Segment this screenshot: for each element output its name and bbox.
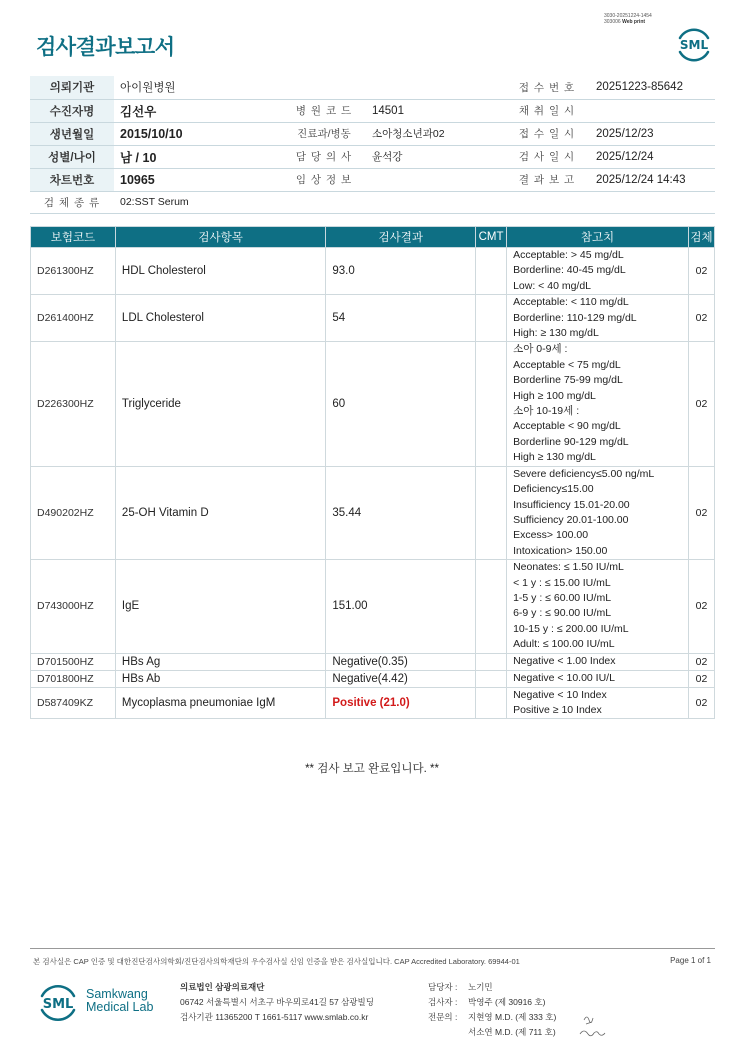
result-reference [507,670,689,687]
reference-line: < 1 y : ≤ 15.00 IU/mL [513,576,611,589]
result-cmt [476,248,507,295]
result-item: HBs Ab [115,670,325,687]
client-value: 아이원병원 [114,76,504,99]
print-code: 303006 [604,19,621,25]
reference-line: High: ≥ 130 mg/dL [513,327,599,340]
print-id: 3030-20251224-1454 [604,13,652,19]
reference-line: Severe deficiency≤5.00 ng/mL [513,467,655,480]
col-header-cmt: CMT [476,227,507,248]
completion-message: ** 검사 보고 완료입니다. ** [305,763,439,775]
reference-line: Borderline 75-99 mg/dL [513,374,623,387]
reference-line: Insufficiency 15.01-20.00 [513,498,630,511]
result-item: LDL Cholesterol [115,295,325,342]
result-item: IgE [115,560,325,653]
result-row [31,342,715,466]
result-code: D226300HZ [31,342,116,466]
sex-age-label: 성별/나이 [30,145,114,168]
result-value: 93.0 [326,248,476,295]
results-body [31,248,715,719]
staff-row [428,1025,556,1040]
lab-name-line1: Samkwang [86,987,148,1001]
col-header-code: 보험코드 [31,227,116,248]
reference-line: Borderline: 40-45 mg/dL [513,264,626,277]
staff-role: 검사자 : [428,997,458,1007]
result-item: HDL Cholesterol [115,248,325,295]
results-header-row [31,227,715,248]
org-name: 의료법인 삼광의료재단 [180,982,265,992]
result-cmt [476,342,507,466]
doctor-label: 담 당 의 사 [282,145,366,168]
reference-line: Negative < 1.00 Index [513,654,616,667]
result-code: D490202HZ [31,466,116,559]
reference-line: Acceptable < 75 mg/dL [513,358,621,371]
reference-line: Intoxication> 150.00 [513,544,608,557]
collect-date-label: 채 취 일 시 [504,99,590,122]
result-specimen: 02 [688,653,714,670]
result-reference [507,342,689,466]
result-specimen: 02 [688,466,714,559]
info-row [30,99,715,122]
reference-line: Positive ≥ 10 Index [513,703,602,716]
result-reference [507,295,689,342]
result-value: Negative(4.42) [326,670,476,687]
reference-line: 10-15 y : ≤ 200.00 IU/mL [513,622,629,635]
client-label: 의뢰기관 [30,76,114,99]
staff-name: 서소연 M.D. (제 711 호) [468,1027,556,1037]
result-cmt [476,466,507,559]
result-reference [507,687,689,719]
report-date-value: 2025/12/24 14:43 [590,168,715,191]
print-meta [604,13,652,25]
staff-row [428,995,556,1010]
patient-value: 김선우 [114,99,282,122]
reference-line: High ≥ 130 mg/dL [513,451,596,464]
org-address: 06742 서울특별시 서초구 바우뫼로41길 57 삼광빌딩 [180,997,374,1007]
result-reference [507,248,689,295]
reference-line: Sufficiency 20.01-100.00 [513,513,629,526]
dept-value: 소아청소년과02 [366,122,504,145]
result-reference [507,466,689,559]
reference-line: Excess> 100.00 [513,529,589,542]
result-item: Triglyceride [115,342,325,466]
signature-icon [576,1010,612,1040]
web-print-label: Web print [622,19,646,25]
result-value: 54 [326,295,476,342]
results-table [30,226,715,719]
reference-line: High ≥ 100 mg/dL [513,389,596,402]
reference-line: 소아 10-19세 : [513,405,580,418]
footer-logo-text: SML [42,997,74,1012]
staff-name: 지현영 M.D. (제 333 호) [468,1012,557,1022]
result-item: 25-OH Vitamin D [115,466,325,559]
reference-line: Negative < 10.00 IU/L [513,671,615,684]
sml-footer-logo-icon [36,980,80,1024]
lab-name-line2: Medical Lab [86,1000,154,1014]
receipt-date-value: 2025/12/23 [590,122,715,145]
staff-row [428,980,556,995]
hospital-code-label: 병 원 코 드 [282,99,366,122]
cert-note: 본 검사실은 CAP 인증 및 대한진단검사의학회/진단검사의학재단의 우수검사실 신임 인증을 받은 검사실입니다. CAP Accredited Laboratory. 69944-01 [33,957,520,966]
patient-label: 수진자명 [30,99,114,122]
result-value: 60 [326,342,476,466]
page-number: Page 1 of 1 [670,956,711,965]
staff-role: 담당자 : [428,982,458,992]
staff-list [428,980,556,1040]
org-info [180,980,374,1025]
info-row [30,145,715,168]
receipt-date-label: 접 수 일 시 [504,122,590,145]
reference-line: Neonates: ≤ 1.50 IU/mL [513,561,624,574]
result-specimen: 02 [688,670,714,687]
reference-line: Adult: ≤ 100.00 IU/mL [513,638,615,651]
test-date-value: 2025/12/24 [590,145,715,168]
result-specimen: 02 [688,295,714,342]
report-date-label: 결 과 보 고 [504,168,590,191]
result-code: D701500HZ [31,653,116,670]
reference-line: Deficiency≤15.00 [513,483,594,496]
test-date-label: 검 사 일 시 [504,145,590,168]
result-reference [507,560,689,653]
info-row [30,76,715,99]
clinical-label: 임 상 정 보 [282,168,366,191]
info-row [30,122,715,145]
result-row [31,687,715,719]
result-cmt [476,653,507,670]
collect-date-value [590,99,715,122]
col-header-reference: 참고치 [507,227,689,248]
col-header-item: 검사항목 [115,227,325,248]
result-value: 35.44 [326,466,476,559]
clinical-value [366,168,504,191]
result-cmt [476,687,507,719]
staff-role: 전문의 : [428,1012,458,1022]
org-contact: 검사기관 11365200 T 1661-5117 www.smlab.co.kr [180,1012,369,1022]
col-header-result: 검사결과 [326,227,476,248]
result-code: D701800HZ [31,670,116,687]
lab-name [86,988,153,1014]
reference-line: 소아 0-9세 : [513,343,568,356]
reference-line: Acceptable: < 110 mg/dL [513,296,629,309]
result-cmt [476,670,507,687]
result-cmt [476,295,507,342]
result-cmt [476,560,507,653]
result-code: D261400HZ [31,295,116,342]
birth-label: 생년월일 [30,122,114,145]
reference-line: Negative < 10 Index [513,688,607,701]
result-item: HBs Ag [115,653,325,670]
result-code: D587409KZ [31,687,116,719]
col-header-specimen: 검체 [688,227,714,248]
result-row [31,295,715,342]
result-value: Negative(0.35) [326,653,476,670]
specimen-value: 02:SST Serum [114,191,715,213]
result-specimen: 02 [688,687,714,719]
result-value: Positive (21.0) [326,687,476,719]
result-code: D261300HZ [31,248,116,295]
result-value: 151.00 [326,560,476,653]
reference-line: Acceptable < 90 mg/dL [513,420,621,433]
print-mode [604,19,652,25]
chart-no-value: 10965 [114,168,282,191]
result-item: Mycoplasma pneumoniae IgM [115,687,325,719]
result-reference [507,653,689,670]
result-specimen: 02 [688,560,714,653]
result-row [31,560,715,653]
sex-age-value: 남 / 10 [114,145,282,168]
result-row [31,653,715,670]
footer-divider [30,948,715,949]
reference-line: Borderline 90-129 mg/dL [513,435,629,448]
patient-info-table [30,76,715,214]
birth-value: 2015/10/10 [114,122,282,145]
reference-line: Borderline: 110-129 mg/dL [513,311,637,324]
result-code: D743000HZ [31,560,116,653]
result-row [31,466,715,559]
info-row [30,168,715,191]
doctor-value: 윤석강 [366,145,504,168]
result-row [31,670,715,687]
hospital-code-value: 14501 [366,99,504,122]
receipt-no-value: 20251223-85642 [590,76,715,99]
staff-row [428,1010,556,1025]
logo-text: SML [679,38,709,52]
staff-name: 박영주 (제 30916 호) [468,997,546,1007]
receipt-no-label: 접 수 번 호 [504,76,590,99]
page-title: 검사결과보고서 [36,36,175,59]
sml-logo-icon [674,24,714,64]
reference-line: Low: < 40 mg/dL [513,279,592,292]
result-specimen: 02 [688,342,714,466]
dept-label: 진료과/병동 [282,122,366,145]
result-row [31,248,715,295]
specimen-label: 검 체 종 류 [30,191,114,213]
reference-line: 1-5 y : ≤ 60.00 IU/mL [513,591,612,604]
reference-line: Acceptable: > 45 mg/dL [513,249,624,261]
staff-name: 노기민 [468,982,493,992]
reference-line: 6-9 y : ≤ 90.00 IU/mL [513,607,612,620]
info-row [30,191,715,213]
chart-no-label: 차트번호 [30,168,114,191]
result-specimen: 02 [688,248,714,295]
